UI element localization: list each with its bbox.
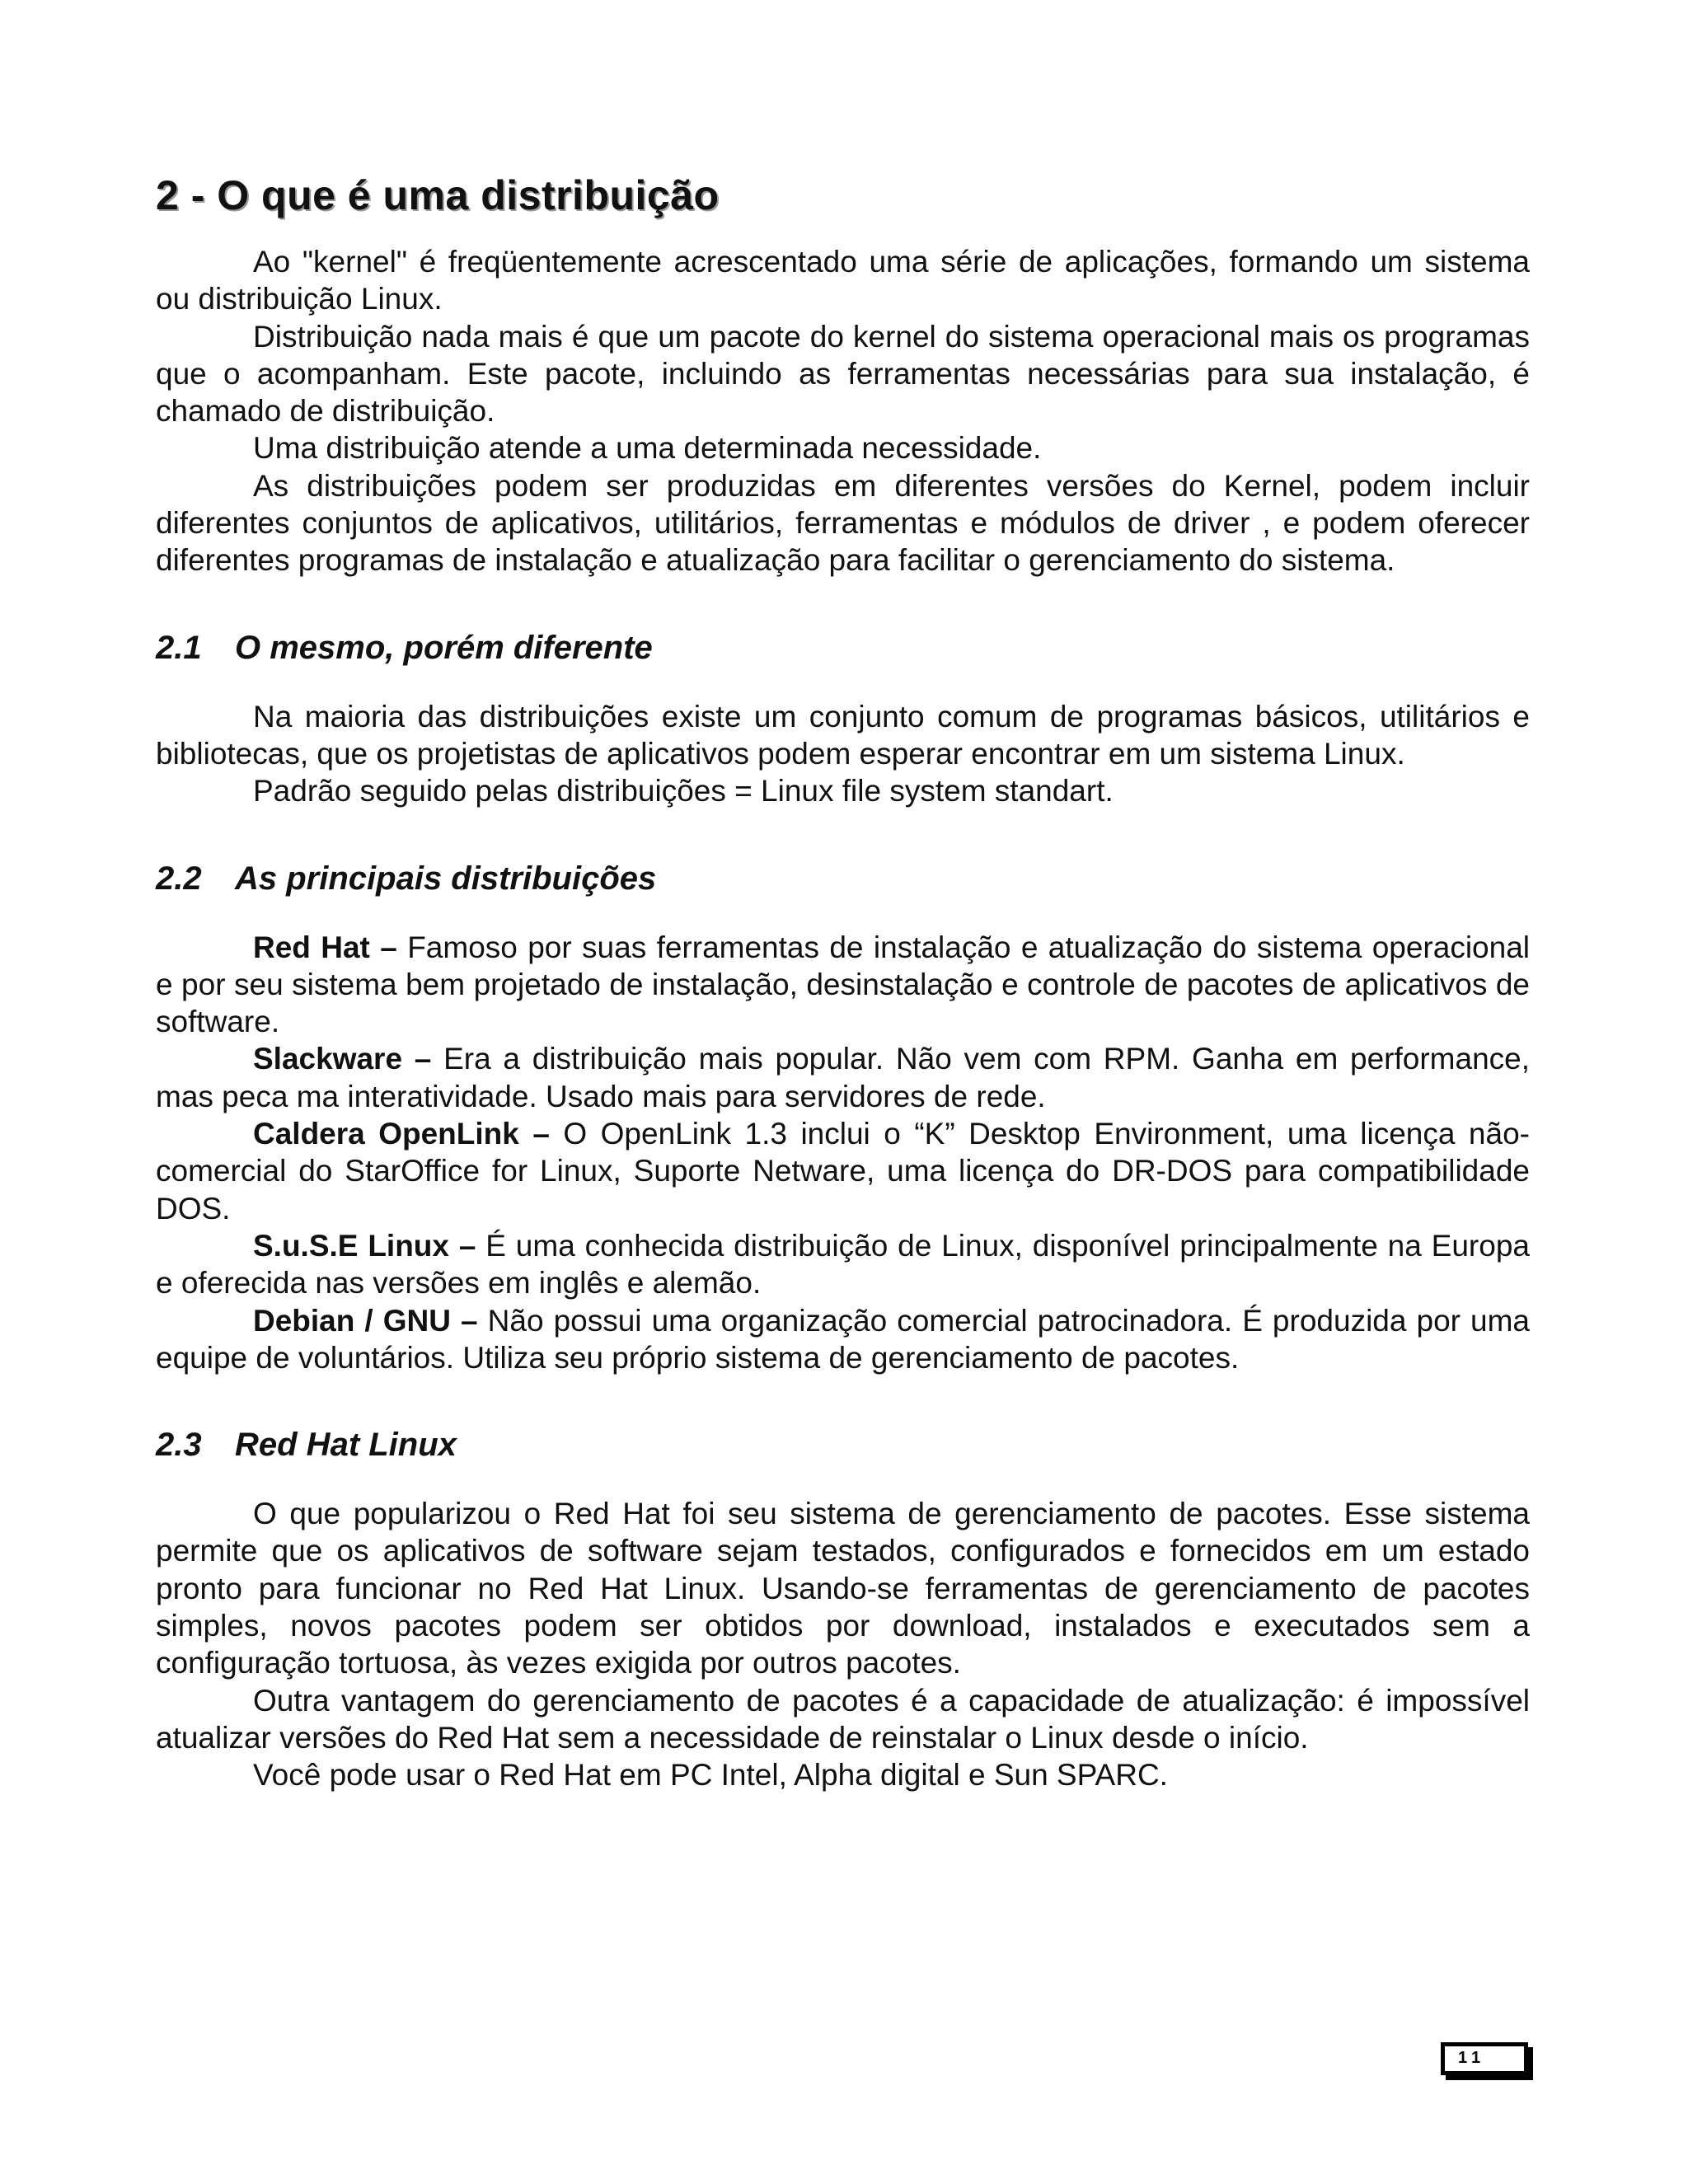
section-2-3 bbox=[156, 1424, 1530, 1793]
distribution-name: Caldera OpenLink – bbox=[253, 1117, 550, 1151]
page-number: 11 bbox=[1458, 2049, 1486, 2067]
paragraph: Ao "kernel" é freqüentemente acrescentado uma série de aplicações, formando um sistema ou distribuição Linux. bbox=[156, 245, 1530, 316]
section-number: 2.2 bbox=[156, 860, 202, 897]
distribution-name: Red Hat – bbox=[253, 930, 397, 964]
distribution-description: Era a distribuição mais popular. Não vem com RPM. Ganha em performance, mas peca ma interatividade. Usado mais para servidores de rede. bbox=[156, 1042, 1530, 1113]
section-number: 2.3 bbox=[156, 1427, 202, 1464]
distribution-description: Famoso por suas ferramentas de instalação e atualização do sistema operacional e por seu sistema bem projetado de instalação, desinstalação e controle de pacotes de aplicativos de software. bbox=[156, 930, 1530, 1039]
section-2-2 bbox=[156, 858, 1530, 1377]
section-title: As principais distribuições bbox=[235, 860, 657, 897]
section-heading bbox=[156, 858, 1530, 899]
section-heading bbox=[156, 627, 1530, 668]
chapter-title: 2 - O que é uma distribuição bbox=[156, 172, 720, 218]
paragraph: Outra vantagem do gerenciamento de pacotes é a capacidade de atualização: é impossível atualizar versões do Red Hat sem a necessidade de reinstalar o Linux desde o início. bbox=[156, 1683, 1530, 1755]
distribution-description: O OpenLink 1.3 inclui o “K” Desktop Environment, uma licença não-comercial do StarOffice for Linux, Suporte Netware, uma licença do DR-DOS para compatibilidade DOS. bbox=[156, 1117, 1530, 1226]
distribution-entry bbox=[156, 929, 1530, 1041]
distribution-entry bbox=[156, 1302, 1530, 1377]
paragraph: Uma distribuição atende a uma determinada necessidade. bbox=[253, 431, 1042, 466]
distribution-name: Debian / GNU – bbox=[253, 1303, 478, 1338]
paragraph: As distribuições podem ser produzidas em diferentes versões do Kernel, podem incluir diferentes conjuntos de aplicativos, utilitários, ferramentas e módulos de driver , e podem oferecer diferentes programas de instalação e atualização para facilitar o gerenciamento do sistema. bbox=[156, 468, 1530, 578]
distribution-name: S.u.S.E Linux – bbox=[253, 1228, 476, 1263]
paragraph: Você pode usar o Red Hat em PC Intel, Alpha digital e Sun SPARC. bbox=[253, 1758, 1168, 1793]
distribution-description: Não possui uma organização comercial patrocinadora. É produzida por uma equipe de voluntários. Utiliza seu próprio sistema de gerenciamento de pacotes. bbox=[156, 1303, 1530, 1375]
section-heading bbox=[156, 1424, 1530, 1465]
chapter-intro bbox=[156, 243, 1530, 579]
distribution-entry bbox=[156, 1227, 1530, 1302]
page-number-badge bbox=[1441, 2042, 1528, 2075]
paragraph: Na maioria das distribuições existe um conjunto comum de programas básicos, utilitários e bibliotecas, que os projetistas de aplicativos podem esperar encontrar em um sistema Linux. bbox=[156, 699, 1530, 771]
section-title: Red Hat Linux bbox=[235, 1427, 457, 1464]
distribution-description: É uma conhecida distribuição de Linux, disponível principalmente na Europa e oferecida nas versões em inglês e alemão. bbox=[156, 1228, 1530, 1301]
distribution-entry bbox=[156, 1040, 1530, 1115]
distribution-name: Slackware – bbox=[253, 1042, 432, 1076]
section-title: O mesmo, porém diferente bbox=[235, 629, 653, 666]
distribution-entry bbox=[156, 1115, 1530, 1227]
document-page bbox=[156, 169, 1530, 1794]
section-2-1 bbox=[156, 627, 1530, 810]
paragraph: O que popularizou o Red Hat foi seu sistema de gerenciamento de pacotes. Esse sistema permite que os aplicativos de software sejam testados, configurados e fornecidos em um estado pronto para funcionar no Red Hat Linux. Usando-se ferramentas de gerenciamento de pacotes simples, novos pacotes podem ser obtidos por download, instalados e executados sem a configuração tortuosa, às vezes exigida por outros pacotes. bbox=[156, 1497, 1530, 1680]
section-number: 2.1 bbox=[156, 629, 202, 666]
paragraph: Padrão seguido pelas distribuições = Linux file system standart. bbox=[253, 774, 1114, 808]
paragraph: Distribuição nada mais é que um pacote do kernel do sistema operacional mais os programas que o acompanham. Este pacote, incluindo as ferramentas necessárias para sua instalação, é chamado de distribuição. bbox=[156, 319, 1530, 429]
